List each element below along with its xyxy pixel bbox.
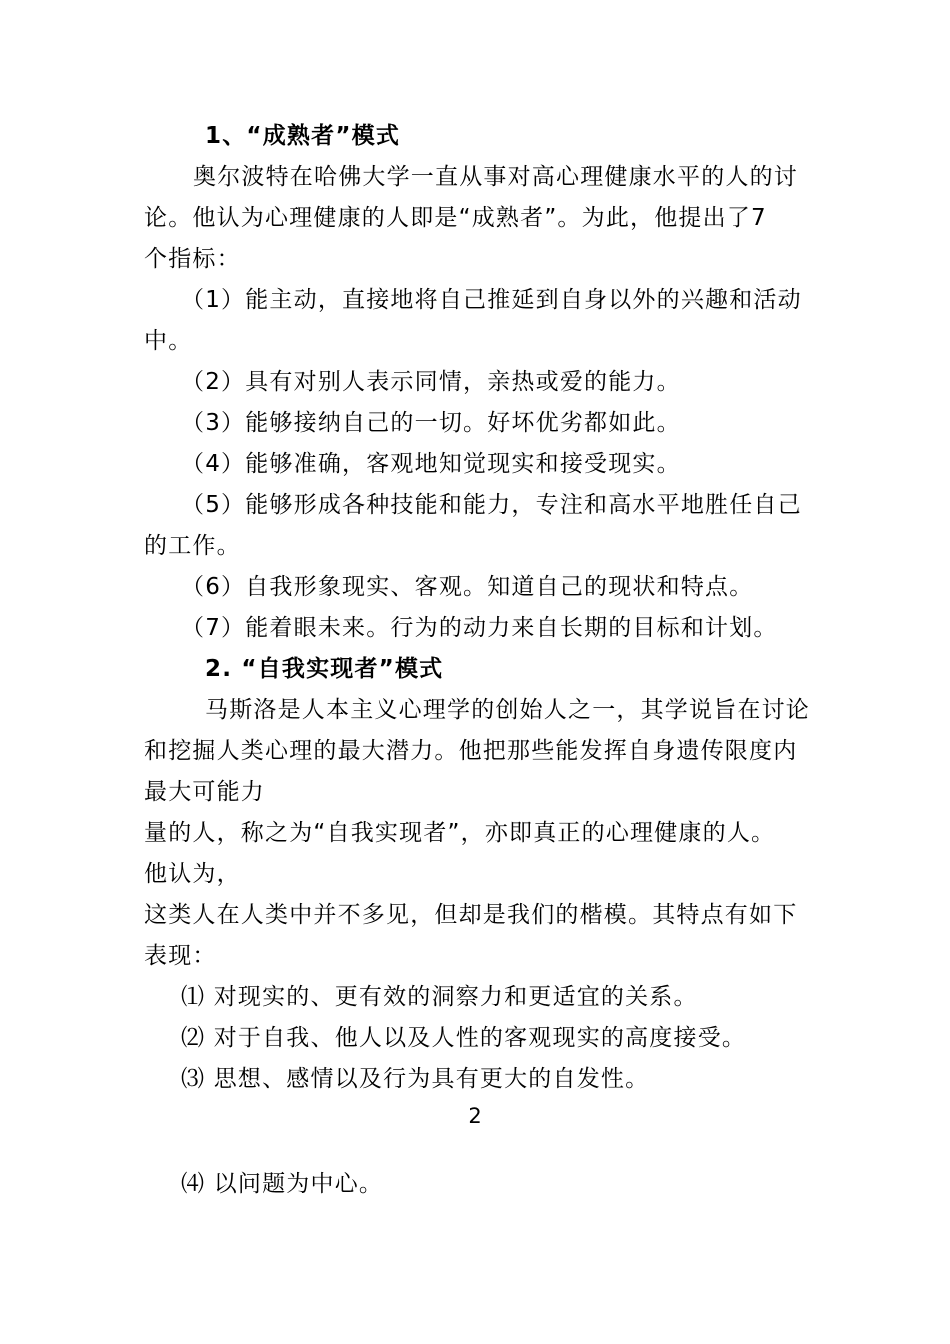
paragraph-line: 最大可能力 <box>144 779 265 805</box>
list-item: ⑵ 对于自我、他人以及人性的客观现实的高度接受。 <box>181 1025 747 1051</box>
section-heading: 1、“成熟者”模式 <box>205 123 401 149</box>
paragraph-line: 论。他认为心理健康的人即是“成熟者”。为此，他提出了7 <box>144 205 767 231</box>
page-number: 2 <box>468 1104 482 1128</box>
paragraph-line: 这类人在人类中并不多见，但却是我们的楷模。其特点有如下 <box>144 902 798 928</box>
list-item: （4）能够准确，客观地知觉现实和接受现实。 <box>181 451 681 477</box>
paragraph-line: 和挖掘人类心理的最大潜力。他把那些能发挥自身遗传限度内 <box>144 738 798 764</box>
list-item: ⑴ 对现实的、更有效的洞察力和更适宜的关系。 <box>181 984 698 1010</box>
list-item: ⑷ 以问题为中心。 <box>181 1171 384 1197</box>
list-item: （3）能够接纳自己的一切。好坏优劣都如此。 <box>181 410 681 436</box>
list-item: （2）具有对别人表示同情，亲热或爱的能力。 <box>181 369 681 395</box>
paragraph-line: 量的人，称之为“自我实现者”，亦即真正的心理健康的人。 <box>144 820 776 846</box>
section-heading: 2. “自我实现者”模式 <box>205 656 444 682</box>
paragraph-line: 表现： <box>144 943 217 969</box>
paragraph-line: 个指标： <box>144 246 241 272</box>
list-item: ⑶ 思想、感情以及行为具有更大的自发性。 <box>181 1066 650 1092</box>
list-item: （5）能够形成各种技能和能力，专注和高水平地胜任自己 <box>181 492 802 518</box>
list-item: （6）自我形象现实、客观。知道自己的现状和特点。 <box>181 574 754 600</box>
paragraph-line: 马斯洛是人本主义心理学的创始人之一，其学说旨在讨论 <box>205 697 810 723</box>
list-item-continuation: 的工作。 <box>144 533 241 559</box>
paragraph-line: 他认为， <box>144 861 241 887</box>
paragraph-line: 奥尔波特在哈佛大学一直从事对高心理健康水平的人的讨 <box>193 164 798 190</box>
list-item-continuation: 中。 <box>144 328 193 354</box>
list-item: （1）能主动，直接地将自己推延到自身以外的兴趣和活动 <box>181 287 802 313</box>
list-item: （7）能着眼未来。行为的动力来自长期的目标和计划。 <box>181 615 778 641</box>
